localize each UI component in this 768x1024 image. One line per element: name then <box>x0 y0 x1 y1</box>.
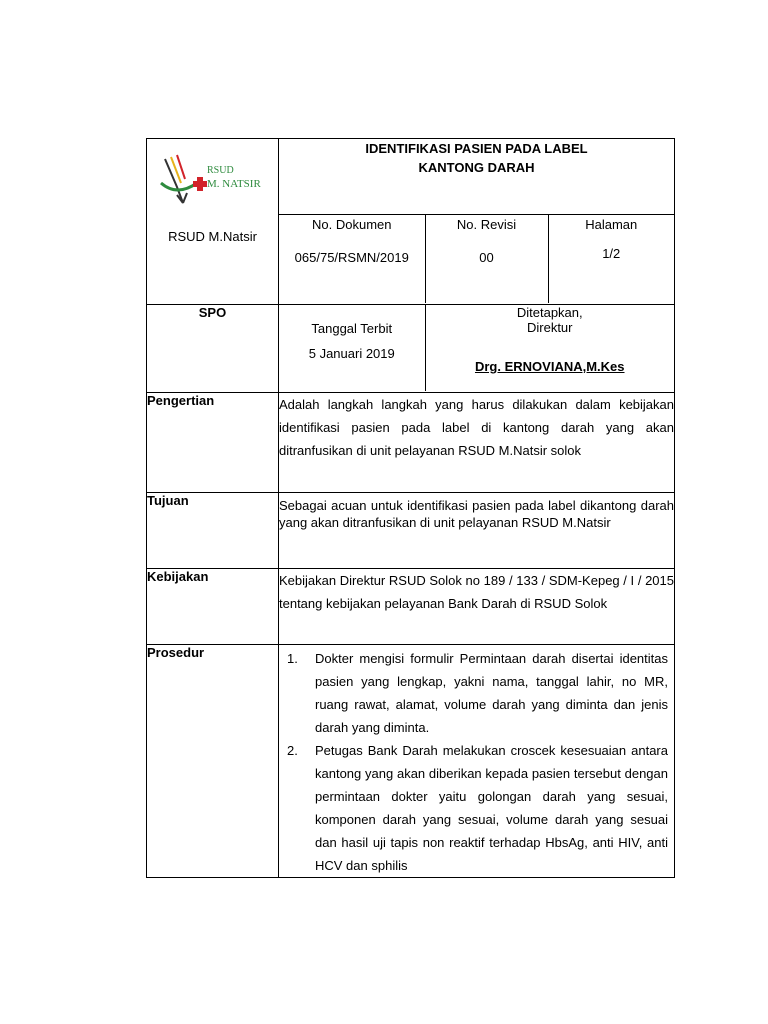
kebijakan-label: Kebijakan <box>147 569 279 645</box>
spo-document-table <box>146 138 675 878</box>
page-label: Halaman <box>585 217 638 232</box>
prosedur-step <box>287 647 668 739</box>
doc-number-cell <box>279 215 425 303</box>
page-value: 1/2 <box>602 246 621 261</box>
revision-cell <box>425 215 548 303</box>
approved-line-2: Direktur <box>526 320 573 335</box>
title-line-1: IDENTIFIKASI PASIEN PADA LABEL <box>365 141 588 156</box>
issue-approval-table <box>279 305 674 391</box>
issued-value: 5 Januari 2019 <box>308 346 395 361</box>
page-cell <box>548 215 674 303</box>
approved-line-1: Ditetapkan, <box>516 305 583 320</box>
revision-value: 00 <box>479 250 494 265</box>
hospital-logo-icon <box>157 153 267 215</box>
title-line-2: KANTONG DARAH <box>418 160 535 175</box>
tujuan-label: Tujuan <box>147 493 279 569</box>
svg-text:M. NATSIR: M. NATSIR <box>207 178 261 190</box>
step-number: 2. <box>287 743 298 758</box>
tujuan-text: Sebagai acuan untuk identifikasi pasien pada label dikantong darah yang akan ditranfusikan di unit pelayanan RSUD M.Natsir <box>279 493 675 569</box>
doc-number-label: No. Dokumen <box>312 217 392 232</box>
step-number: 1. <box>287 651 298 666</box>
director-name: Drg. ERNOVIANA,M.Kes <box>474 359 625 374</box>
prosedur-steps <box>279 647 674 877</box>
prosedur-cell <box>279 645 675 878</box>
issued-cell <box>279 305 425 391</box>
prosedur-label: Prosedur <box>147 645 279 878</box>
doc-info-cell <box>279 215 675 305</box>
revision-label: No. Revisi <box>456 217 517 232</box>
pengertian-label: Pengertian <box>147 393 279 493</box>
logo-cell <box>147 139 279 305</box>
step-text: Dokter mengisi formulir Permintaan darah disertai identitas pasien yang lengkap, yakni nama, tanggal lahir, no MR, ruang rawat, alamat, volume darah yang diminta dan jenis darah yang diminta. <box>315 651 668 735</box>
issued-label: Tanggal Terbit <box>311 321 393 336</box>
kebijakan-text: Kebijakan Direktur RSUD Solok no 189 / 133 / SDM-Kepeg / I / 2015 tentang kebijakan pelayanan Bank Darah di RSUD Solok <box>279 569 675 645</box>
spo-label: SPO <box>147 305 279 393</box>
prosedur-step <box>287 739 668 877</box>
doc-number-value: 065/75/RSMN/2019 <box>294 250 409 265</box>
document-title <box>279 139 675 215</box>
doc-info-table <box>279 215 674 303</box>
pengertian-text: Adalah langkah langkah yang harus dilakukan dalam kebijakan identifikasi pasien pada label di kantong darah yang akan ditranfusikan di unit pelayanan RSUD M.Natsir solok <box>279 393 675 493</box>
hospital-name: RSUD M.Natsir <box>168 229 257 244</box>
svg-text:RSUD: RSUD <box>207 165 234 176</box>
approval-cell <box>425 305 674 391</box>
issue-approval-cell <box>279 305 675 393</box>
step-text: Petugas Bank Darah melakukan croscek kesesuaian antara kantong yang akan diberikan kepada pasien tersebut dengan permintaan dokter yaitu golongan darah yang sesuai, komponen darah yang sesuai, volume darah yang sesuai dan hasil uji tapis non reaktif terhadap HbsAg, anti HIV, anti HCV dan sphilis <box>315 743 668 873</box>
